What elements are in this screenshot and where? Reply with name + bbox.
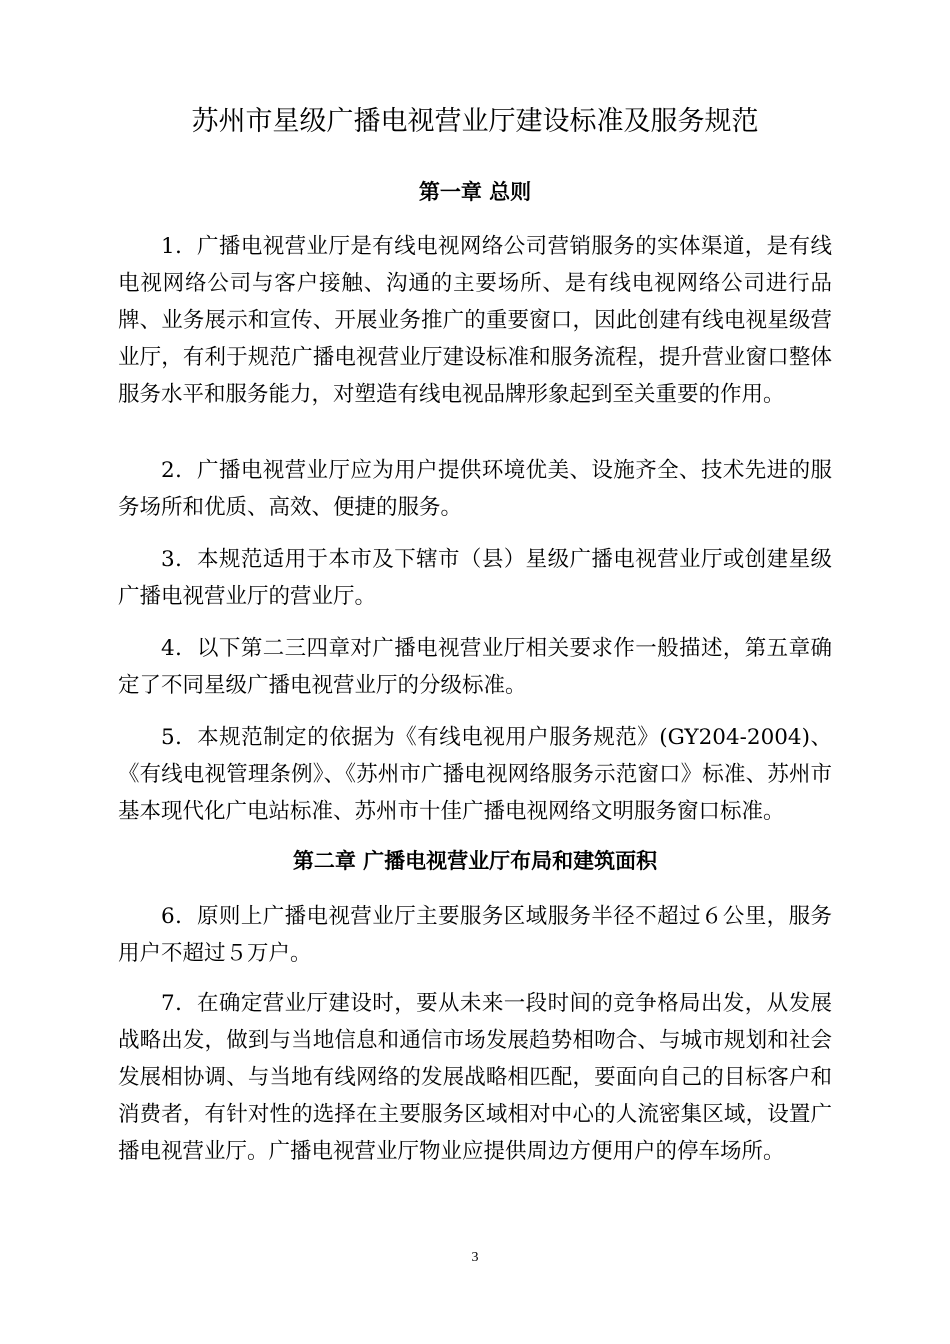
paragraph-6: 6．原则上广播电视营业厅主要服务区域服务半径不超过６公里，服务用户不超过５万户。 [118, 904, 832, 966]
chapter-1-heading: 第一章 总则 [418, 180, 532, 204]
paragraph-1: 1．广播电视营业厅是有线电视网络公司营销服务的实体渠道，是有线电视网络公司与客户接触、沟通的主要场所、是有线电视网络公司进行品牌、业务展示和宣传、开展业务推广的重要窗口，因此创建有线电视星级营业厅，有利于规范广播电视营业厅建设标准和服务流程，提升营业窗口整体服务水平和服务能力，对塑造有线电视品牌形象起到至关重要的作用。 [118, 234, 832, 407]
paragraph-3: 3．本规范适用于本市及下辖市（县）星级广播电视营业厅或创建星级广播电视营业厅的营业厅。 [118, 547, 832, 609]
paragraph-4: 4．以下第二三四章对广播电视营业厅相关要求作一般描述，第五章确定了不同星级广播电视营业厅的分级标准。 [118, 636, 832, 698]
paragraph-5: 5．本规范制定的依据为《有线电视用户服务规范》(GY204-2004)、《有线电视管理条例》、《苏州市广播电视网络服务示范窗口》标准、苏州市基本现代化广电站标准、苏州市十佳广播电视网络文明服务窗口标准。 [118, 725, 832, 824]
paragraph-2: 2．广播电视营业厅应为用户提供环境优美、设施齐全、技术先进的服务场所和优质、高效、便捷的服务。 [118, 458, 832, 520]
page-number: 3 [471, 1250, 479, 1265]
paragraph-7: 7．在确定营业厅建设时，要从未来一段时间的竞争格局出发，从发展战略出发，做到与当地信息和通信市场发展趋势相吻合、与城市规划和社会发展相协调、与当地有线网络的发展战略相匹配，要面向自己的目标客户和消费者，有针对性的选择在主要服务区域相对中心的人流密集区域，设置广播电视营业厅。广播电视营业厅物业应提供周边方便用户的停车场所。 [118, 991, 832, 1164]
chapter-2-heading: 第二章 广播电视营业厅布局和建筑面积 [292, 849, 658, 873]
document-title: 苏州市星级广播电视营业厅建设标准及服务规范 [191, 106, 759, 137]
